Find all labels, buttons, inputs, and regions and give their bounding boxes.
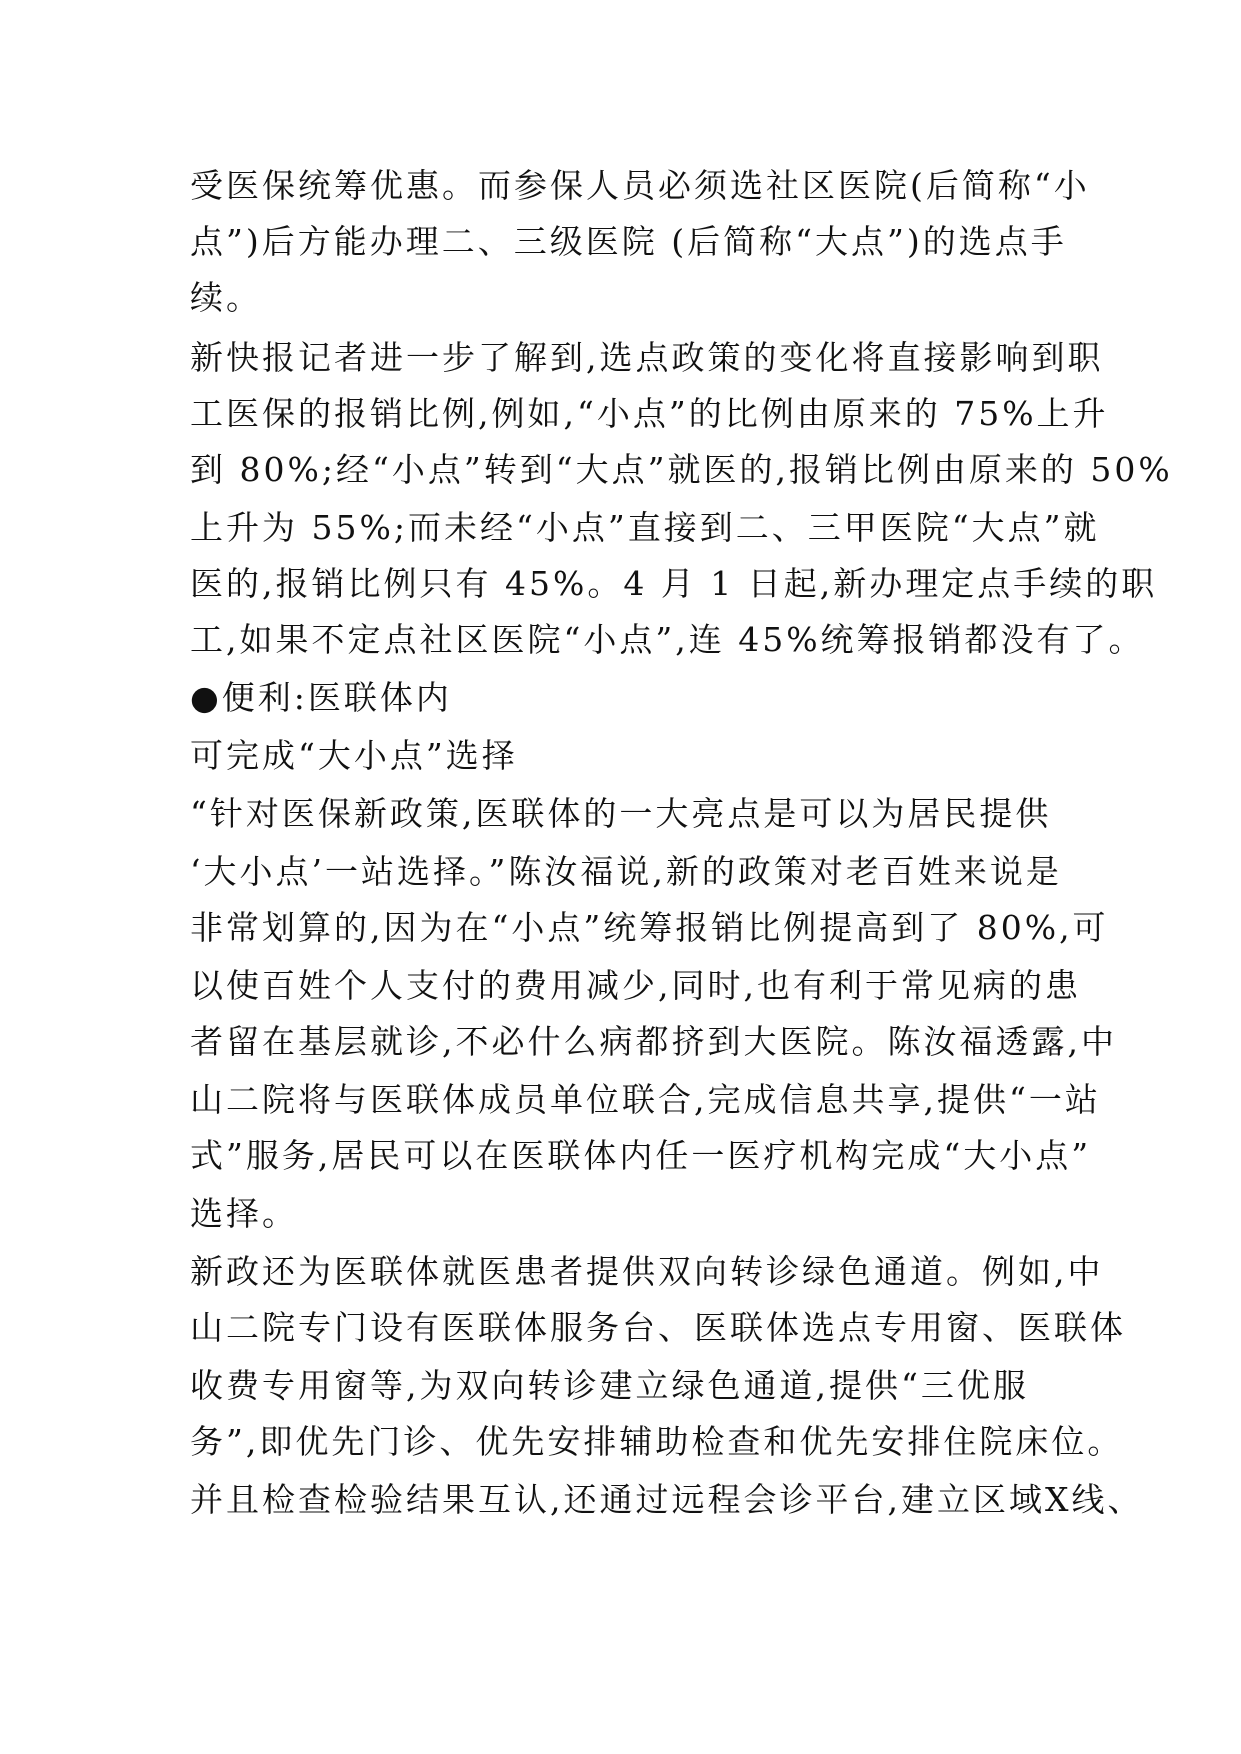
text-line-6: 到 80%;经“小点”转到“大点”就医的,报销比例由原来的 50% (190, 450, 1173, 489)
text-line-15: 以使百姓个人支付的费用减少,同时,也有利于常见病的患 (190, 966, 1081, 1005)
text-line-24: 并且检查检验结果互认,还通过远程会诊平台,建立区域X线、 (190, 1480, 1144, 1519)
text-line-14: 非常划算的,因为在“小点”统筹报销比例提高到了 80%,可 (190, 908, 1109, 947)
text-line-9: 工,如果不定点社区医院“小点”,连 45%统筹报销都没有了。 (190, 620, 1145, 659)
text-line-18: 式”服务,居民可以在医联体内任一医疗机构完成“大小点” (190, 1136, 1092, 1175)
text-line-2: 点”)后方能办理二、三级医院 (后简称“大点”)的选点手 (190, 222, 1067, 261)
text-line-3: 续。 (190, 278, 262, 317)
text-line-11: 可完成“大小点”选择 (190, 736, 518, 775)
text-line-22: 收费专用窗等,为双向转诊建立绿色通道,提供“三优服 (190, 1366, 1029, 1405)
text-line-17: 山二院将与医联体成员单位联合,完成信息共享,提供“一站 (190, 1080, 1101, 1119)
text-line-19: 选择。 (190, 1194, 298, 1233)
text-line-20: 新政还为医联体就医患者提供双向转诊绿色通道。例如,中 (190, 1252, 1104, 1291)
text-line-7: 上升为 55%;而未经“小点”直接到二、三甲医院“大点”就 (190, 508, 1100, 547)
text-line-4: 新快报记者进一步了解到,选点政策的变化将直接影响到职 (190, 338, 1104, 377)
text-line-23: 务”,即优先门诊、优先安排辅助检查和优先安排住院床位。 (190, 1422, 1124, 1461)
text-line-13: ‘大小点’一站选择。”陈汝福说,新的政策对老百姓来说是 (190, 852, 1062, 891)
text-line-1: 受医保统筹优惠。而参保人员必须选社区医院(后简称“小 (190, 166, 1090, 205)
text-line-12: “针对医保新政策,医联体的一大亮点是可以为居民提供 (190, 794, 1052, 833)
text-line-5: 工医保的报销比例,例如,“小点”的比例由原来的 75%上升 (190, 394, 1109, 433)
text-line-8: 医的,报销比例只有 45%。4 月 1 日起,新办理定点手续的职 (190, 564, 1158, 603)
text-line-21: 山二院专门设有医联体服务台、医联体选点专用窗、医联体 (190, 1308, 1126, 1347)
text-line-16: 者留在基层就诊,不必什么病都挤到大医院。陈汝福透露,中 (190, 1022, 1117, 1061)
text-line-10: ●便利:医联体内 (190, 678, 452, 717)
